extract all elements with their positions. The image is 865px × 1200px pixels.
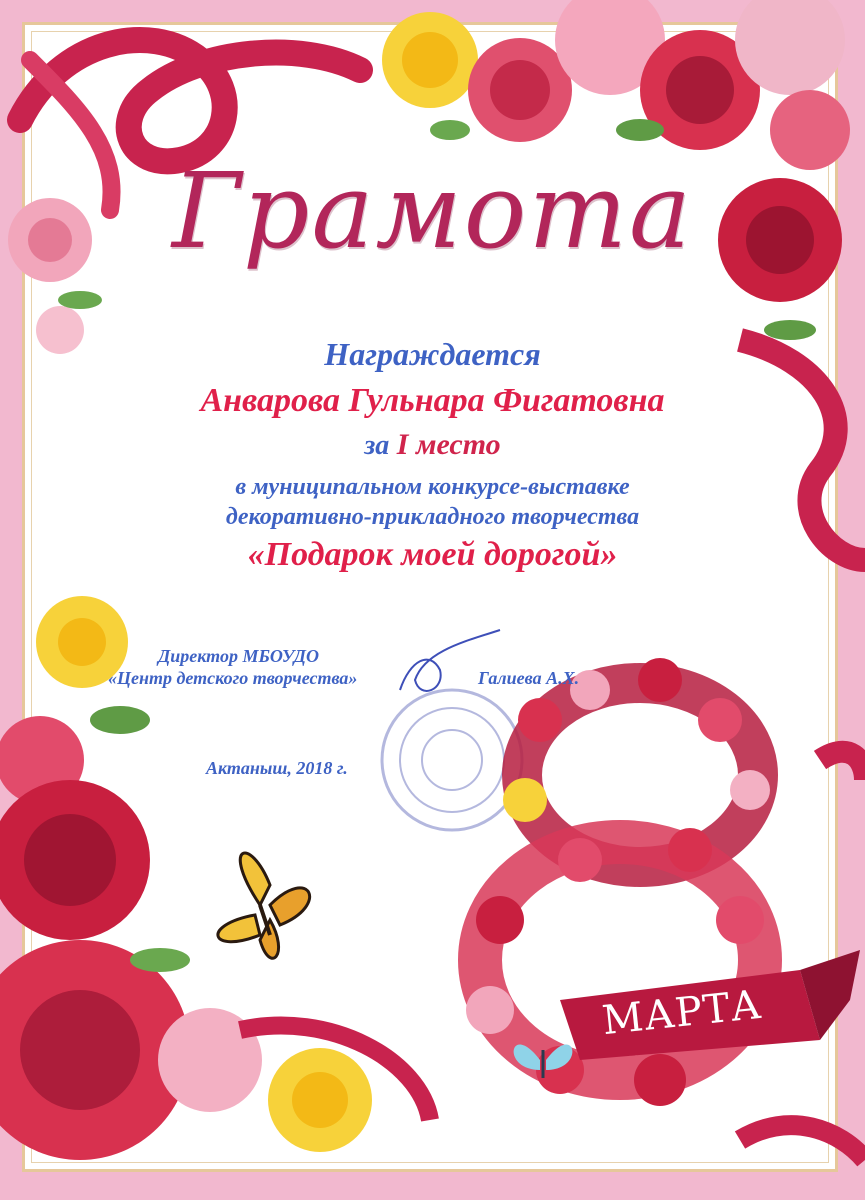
award-place	[0, 428, 865, 462]
place-text: I место	[396, 428, 501, 461]
signer-position-line-1: Директор МБОУДО	[158, 646, 319, 666]
contest-line-1: в муниципальном конкурсе-выставке	[235, 474, 630, 500]
butterfly-icon	[218, 853, 310, 958]
certificate-title: Грамота	[172, 150, 693, 272]
recipient-name: Анварова Гульнара Фигатовна	[200, 382, 665, 419]
contest-name: «Подарок моей дорогой»	[247, 536, 618, 573]
contest-line-2: декоративно-прикладного творчества	[225, 504, 640, 530]
official-stamp	[382, 690, 522, 830]
signer-name: Галиева А.Х.	[478, 668, 580, 688]
ribbon-text-marta: МАРТА	[600, 981, 765, 1045]
place-date: Актаныш, 2018 г.	[206, 758, 348, 778]
for-prefix: за	[364, 430, 390, 461]
signer-position-line-2: «Центр детского творчества»	[108, 668, 358, 688]
awarded-label: Награждается	[324, 336, 541, 372]
